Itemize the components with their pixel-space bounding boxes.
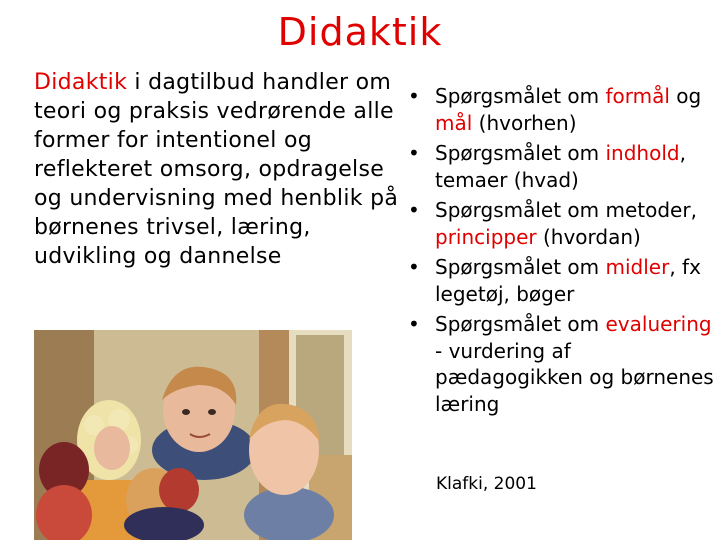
- list-item: • Spørgsmålet om evaluering - vurdering af pædagogikken og børnenes læring: [408, 312, 714, 416]
- intro-paragraph: [34, 68, 409, 271]
- highlight-term: principper: [435, 224, 537, 249]
- highlight-term: formål: [605, 84, 670, 108]
- slide-title: Didaktik: [277, 10, 443, 54]
- bullet-marker: •: [408, 198, 420, 222]
- children-puppets-photo: [34, 330, 352, 540]
- bullet-marker: •: [408, 141, 420, 165]
- photo-illustration: [34, 330, 352, 540]
- bullet-marker: •: [408, 312, 420, 336]
- question-list: [408, 83, 720, 421]
- citation: Klafki, 2001: [436, 474, 537, 494]
- bullet-marker: •: [408, 84, 420, 108]
- list-item: • Spørgsmålet om formål og mål (hvorhen): [408, 84, 702, 135]
- highlight-term: indhold: [605, 141, 680, 165]
- highlight-term: mål: [435, 110, 473, 135]
- intro-text: i dagtilbud handler om teori og praksis vedrørende alle former for intentionel og reflekteret omsorg, opdragelse og undervisning med henblik på børnenes trivsel, læring, udvikling og dannelse: [34, 70, 399, 269]
- list-item: • Spørgsmålet om metoder, principper (hvordan): [408, 198, 697, 249]
- highlight-term: midler: [605, 255, 670, 279]
- intro-lead-term: Didaktik: [34, 70, 128, 95]
- highlight-term: evaluering: [605, 312, 712, 336]
- bullet-marker: •: [408, 255, 420, 279]
- list-item: • Spørgsmålet om indhold, temaer (hvad): [408, 141, 686, 192]
- list-item: • Spørgsmålet om midler, fx legetøj, bøger: [408, 255, 701, 306]
